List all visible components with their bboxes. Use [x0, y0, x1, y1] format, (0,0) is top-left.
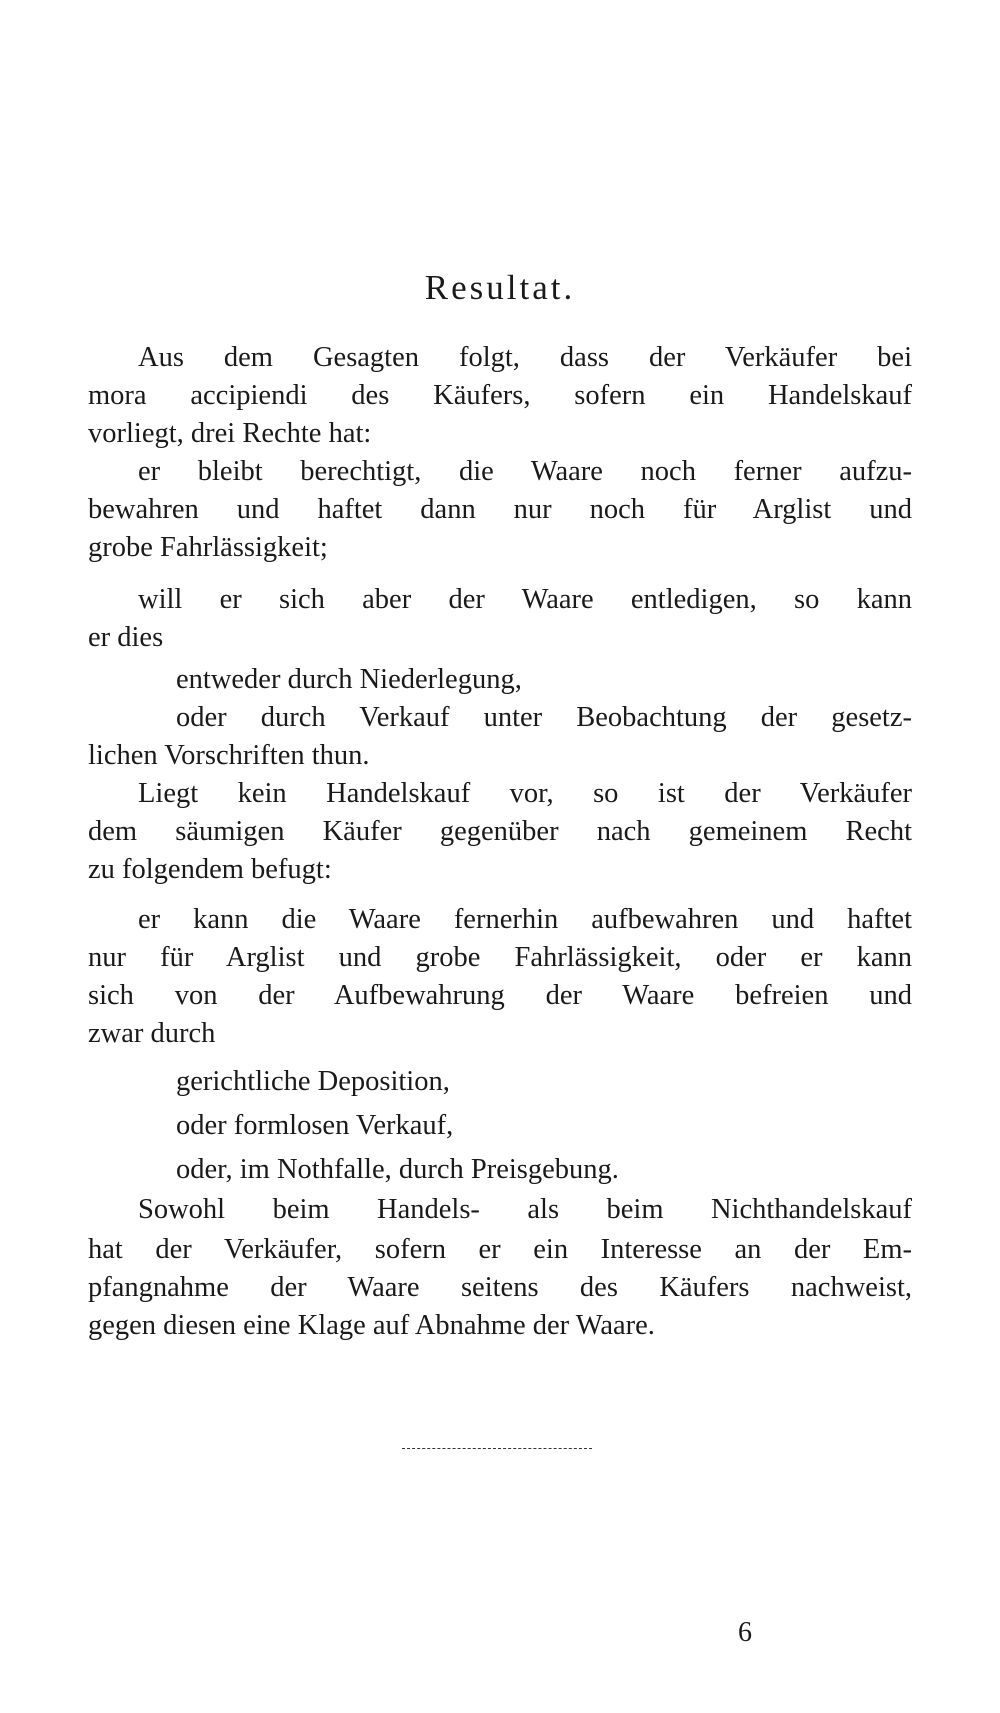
- section-divider: [402, 1448, 592, 1449]
- text-line: Sowohl beim Handels- als beim Nichthandelskauf: [138, 1194, 912, 1225]
- text-line: lichen Vorschriften thun.: [88, 740, 370, 771]
- page-number: 6: [738, 1617, 752, 1648]
- text-line: pfangnahme der Waare seitens des Käufers nachweist,: [88, 1272, 912, 1303]
- text-line: mora accipiendi des Käufers, sofern ein Handelskauf: [88, 380, 912, 411]
- text-line: Aus dem Gesagten folgt, dass der Verkäufer bei: [138, 342, 912, 373]
- text-line: bewahren und haftet dann nur noch für Arglist und: [88, 494, 912, 525]
- text-line: nur für Arglist und grobe Fahrlässigkeit, oder er kann: [88, 942, 912, 973]
- text-line: oder, im Nothfalle, durch Preisgebung.: [176, 1154, 619, 1185]
- text-line: hat der Verkäufer, sofern er ein Interesse an der Em-: [88, 1234, 912, 1265]
- text-line: er dies: [88, 622, 164, 653]
- text-line: dem säumigen Käufer gegenüber nach gemeinem Recht: [88, 816, 912, 847]
- text-line: sich von der Aufbewahrung der Waare befreien und: [88, 980, 912, 1011]
- text-line: Liegt kein Handelskauf vor, so ist der Verkäufer: [138, 778, 912, 809]
- text-line: er bleibt berechtigt, die Waare noch ferner aufzu-: [138, 456, 912, 487]
- text-line: vorliegt, drei Rechte hat:: [88, 418, 372, 449]
- text-line: grobe Fahrlässigkeit;: [88, 532, 328, 563]
- text-line: entweder durch Niederlegung,: [176, 664, 522, 695]
- text-line: will er sich aber der Waare entledigen, so kann: [138, 584, 912, 615]
- text-line: oder formlosen Verkauf,: [176, 1110, 454, 1141]
- text-line: er kann die Waare fernerhin aufbewahren und haftet: [138, 904, 912, 935]
- text-line: gegen diesen eine Klage auf Abnahme der Waare.: [88, 1310, 655, 1341]
- text-line: oder durch Verkauf unter Beobachtung der gesetz-: [176, 702, 912, 733]
- text-line: zu folgendem befugt:: [88, 854, 332, 885]
- section-heading: Resultat.: [424, 268, 576, 307]
- text-line: gerichtliche Deposition,: [176, 1066, 450, 1097]
- text-line: zwar durch: [88, 1018, 216, 1049]
